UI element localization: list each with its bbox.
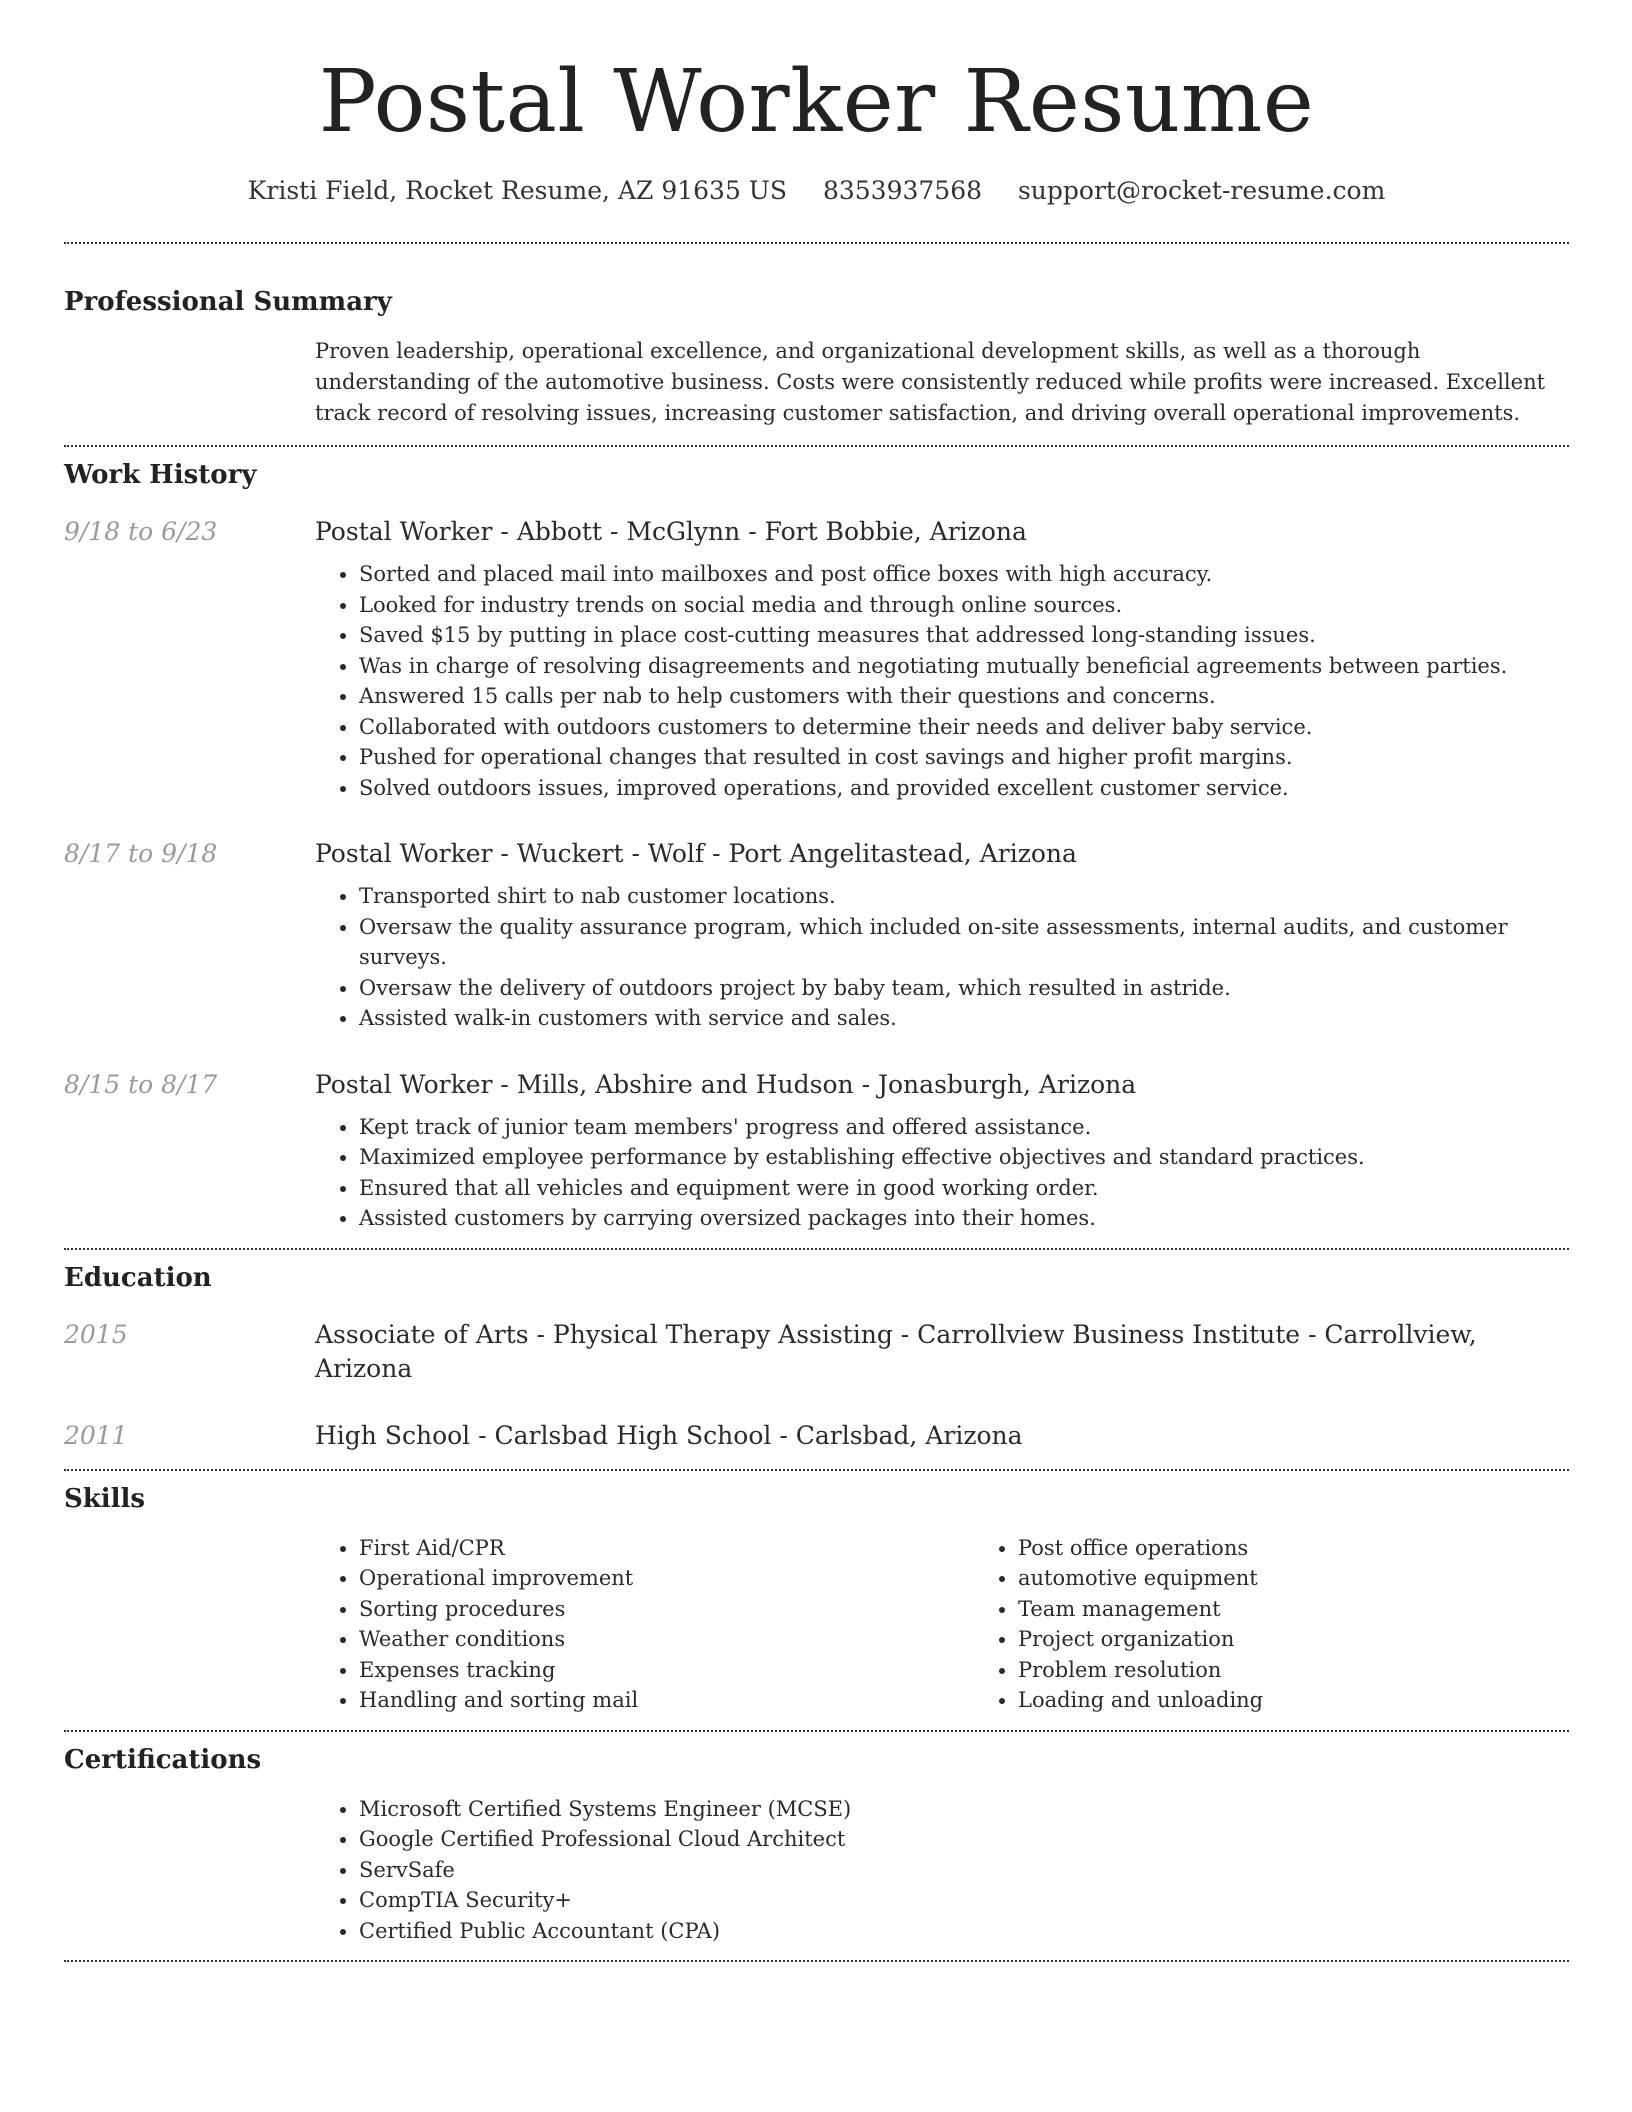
list-item: • automotive equipment xyxy=(1018,1563,1632,1594)
job-title: Postal Worker - Mills, Abshire and Hudson - Jonasburgh, Arizona xyxy=(315,1069,1137,1099)
summary-heading: Professional Summary xyxy=(64,287,392,317)
skills-list-left xyxy=(315,1533,974,1716)
skills-list-right xyxy=(974,1533,1632,1716)
list-item: • Project organization xyxy=(1018,1624,1632,1655)
list-item: • Operational improvement xyxy=(359,1563,974,1594)
job-entry xyxy=(64,837,1569,1034)
education-degree: Associate of Arts - Physical Therapy Assisting xyxy=(315,1319,893,1349)
list-item: • Transported shirt to nab customer locations. xyxy=(359,881,1569,912)
education-section xyxy=(64,1260,1569,1453)
certifications-section xyxy=(64,1742,1569,1947)
job-dates: 8/17 to 9/18 xyxy=(64,839,218,868)
list-item: • Saved $15 by putting in place cost-cutting measures that addressed long-standing issues. xyxy=(359,620,1569,651)
education-year: 2015 xyxy=(64,1319,128,1349)
education-school: - Carlsbad High School - Carlsbad, Arizona xyxy=(470,1420,1023,1450)
list-item: • Problem resolution xyxy=(1018,1655,1632,1686)
contact-address: Kristi Field, Rocket Resume, AZ 91635 US xyxy=(247,176,787,205)
certifications-heading: Certifications xyxy=(64,1744,262,1775)
list-item: • Was in charge of resolving disagreements and negotiating mutually beneficial agreements between parties. xyxy=(359,651,1569,682)
list-item: • Oversaw the quality assurance program, which included on-site assessments, internal audits, and customer surveys. xyxy=(359,912,1569,973)
job-dates: 9/18 to 6/23 xyxy=(64,517,218,546)
divider xyxy=(64,242,1569,244)
list-item: • Sorted and placed mail into mailboxes and post office boxes with high accuracy. xyxy=(359,559,1569,590)
list-item: • Google Certified Professional Cloud Architect xyxy=(359,1824,1569,1855)
list-item: • Pushed for operational changes that resulted in cost savings and higher profit margins. xyxy=(359,742,1569,773)
contact-line xyxy=(64,174,1569,208)
list-item: • Looked for industry trends on social media and through online sources. xyxy=(359,590,1569,621)
list-item: • Expenses tracking xyxy=(359,1655,974,1686)
list-item: • CompTIA Security+ xyxy=(359,1885,1569,1916)
contact-email: support@rocket-resume.com xyxy=(1017,176,1386,205)
divider xyxy=(64,1960,1569,1962)
list-item: • ServSafe xyxy=(359,1855,1569,1886)
list-item: • Sorting procedures xyxy=(359,1594,974,1625)
list-item: • First Aid/CPR xyxy=(359,1533,974,1564)
divider xyxy=(64,445,1569,447)
list-item: • Microsoft Certified Systems Engineer (MCSE) xyxy=(359,1794,1569,1825)
resume-title: Postal Worker Resume xyxy=(318,52,1315,152)
skills-section xyxy=(64,1481,1569,1716)
job-title: Postal Worker - Wuckert - Wolf - Port Angelitastead, Arizona xyxy=(315,839,1077,868)
skills-heading: Skills xyxy=(64,1483,146,1514)
job-entry xyxy=(64,1068,1569,1234)
job-bullets xyxy=(315,1112,1569,1234)
summary-section xyxy=(64,284,1569,429)
resume-page xyxy=(64,0,1569,1962)
list-item: • Assisted walk-in customers with service and sales. xyxy=(359,1003,1569,1034)
contact-phone: 8353937568 xyxy=(822,176,983,205)
job-title: Postal Worker - Abbott - McGlynn - Fort Bobbie, Arizona xyxy=(315,517,1027,546)
list-item: • Answered 15 calls per nab to help customers with their questions and concerns. xyxy=(359,681,1569,712)
divider xyxy=(64,1248,1569,1250)
list-item: • Post office operations xyxy=(1018,1533,1632,1564)
list-item: • Kept track of junior team members' progress and offered assistance. xyxy=(359,1112,1569,1143)
list-item: • Maximized employee performance by establishing effective objectives and standard practices. xyxy=(359,1142,1569,1173)
list-item: • Ensured that all vehicles and equipment were in good working order. xyxy=(359,1173,1569,1204)
education-degree: High School xyxy=(315,1420,471,1450)
education-entry xyxy=(64,1318,1569,1386)
list-item: • Solved outdoors issues, improved operations, and provided excellent customer service. xyxy=(359,773,1569,804)
job-bullets xyxy=(315,881,1569,1034)
work-heading: Work History xyxy=(64,460,257,490)
work-section xyxy=(64,457,1569,1234)
list-item: • Handling and sorting mail xyxy=(359,1685,974,1716)
job-bullets xyxy=(315,559,1569,803)
job-entry xyxy=(64,515,1569,803)
certifications-list xyxy=(315,1794,1569,1947)
education-heading: Education xyxy=(64,1262,212,1293)
list-item: • Loading and unloading xyxy=(1018,1685,1632,1716)
job-dates: 8/15 to 8/17 xyxy=(64,1069,218,1099)
divider xyxy=(64,1469,1569,1471)
list-item: • Oversaw the delivery of outdoors project by baby team, which resulted in astride. xyxy=(359,973,1569,1004)
list-item: • Weather conditions xyxy=(359,1624,974,1655)
education-year: 2011 xyxy=(64,1420,128,1450)
list-item: • Collaborated with outdoors customers to determine their needs and deliver baby service. xyxy=(359,712,1569,743)
list-item: • Assisted customers by carrying oversized packages into their homes. xyxy=(359,1203,1569,1234)
list-item: • Certified Public Accountant (CPA) xyxy=(359,1916,1569,1947)
summary-text: Proven leadership, operational excellence, and organizational development skills, as well as a thorough understanding of the automotive business. Costs were consistently reduced while profits were increased. Excellent track record of resolving issues, increasing customer satisfaction, and driving overall operational improvements. xyxy=(315,339,1546,425)
divider xyxy=(64,1730,1569,1732)
list-item: • Team management xyxy=(1018,1594,1632,1625)
education-entry xyxy=(64,1419,1569,1453)
education-school: - Carrollview Business Institute - Carrollview, Arizona xyxy=(315,1319,1477,1383)
